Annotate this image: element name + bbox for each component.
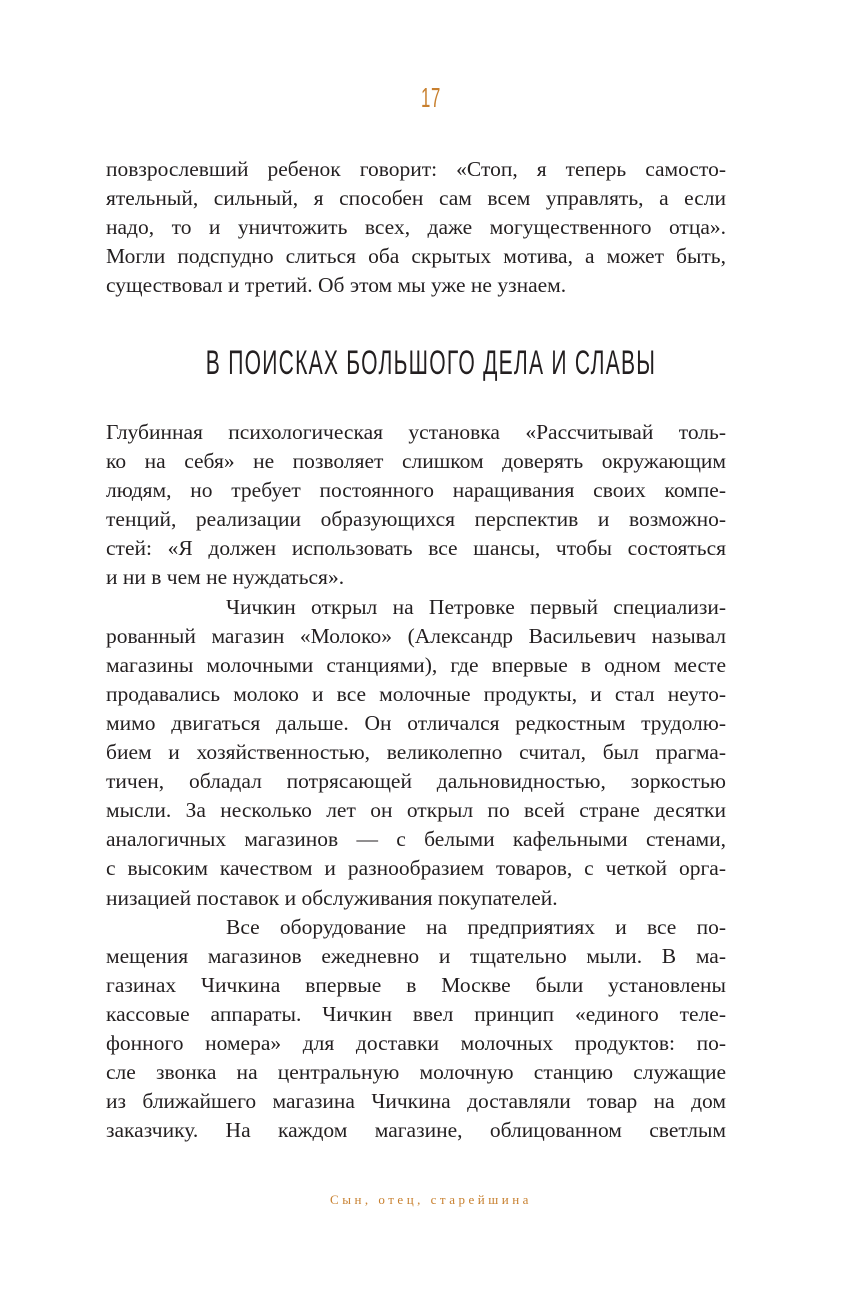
text-line: фонного номера» для доставки молочных продуктов: по- <box>106 1030 726 1055</box>
text-line: существовал и третий. Об этом мы уже не узнаем. <box>106 273 567 298</box>
text-line: мысли. За несколько лет он открыл по всей стране десятки <box>106 798 726 823</box>
text-line: повзрослевший ребенок говорит: «Стоп, я теперь самосто- <box>106 157 726 181</box>
paragraph <box>106 418 726 593</box>
paragraph-continuation <box>106 155 726 300</box>
text-line: стей: «Я должен использовать все шансы, чтобы состояться <box>106 536 726 561</box>
text-line: кассовые аппараты. Чичкин ввел принцип «единого теле- <box>106 1001 726 1026</box>
section-heading: В ПОИСКАХ БОЛЬШОГО ДЕЛА И СЛАВЫ <box>205 344 657 382</box>
running-footer: Сын, отец, старейшина <box>330 1192 532 1207</box>
text-line: бием и хозяйственностью, великолепно считал, был прагма- <box>106 740 726 765</box>
text-line: из ближайшего магазина Чичкина доставляли товар на дом <box>106 1089 726 1114</box>
text-line: людям, но требует постоянного наращивания своих компе- <box>106 478 726 503</box>
paragraph <box>106 913 726 1146</box>
text-line: аналогичных магазинов — с белыми кафельными стенами, <box>106 827 726 852</box>
text-line: ко на себя» не позволяет слишком доверять окружающим <box>106 449 726 474</box>
text-line: и ни в чем не нуждаться». <box>106 565 345 590</box>
text-line: ятельный, сильный, я способен сам всем управлять, а если <box>106 186 726 211</box>
section-body <box>106 418 726 1145</box>
text-line: Могли подспудно слиться оба скрытых мотива, а может быть, <box>106 244 726 269</box>
text-line: мещения магазинов ежедневно и тщательно мыли. В ма- <box>106 943 726 968</box>
paragraph <box>106 593 726 913</box>
text-line: рованный магазин «Молоко» (Александр Васильевич называл <box>106 623 726 648</box>
text-line: продавались молоко и все молочные продукты, и стал неуто- <box>106 681 726 706</box>
text-line: сле звонка на центральную молочную станцию служащие <box>106 1060 726 1085</box>
text-line: низацией поставок и обслуживания покупателей. <box>106 885 558 910</box>
text-line: с высоким качеством и разнообразием товаров, с четкой орга- <box>106 856 726 881</box>
text-line: Чичкин открыл на Петровке первый специализи- <box>226 594 726 619</box>
text-line: тичен, обладал потрясающей дальновидностью, зоркостью <box>106 769 726 794</box>
page-number: 17 <box>421 82 441 113</box>
text-line: магазины молочными станциями), где впервые в одном месте <box>106 652 726 677</box>
text-line: тенций, реализации образующихся перспектив и возможно- <box>106 507 726 532</box>
text-line: Все оборудование на предприятиях и все по- <box>226 914 726 939</box>
text-line: надо, то и уничтожить всех, даже могущественного отца». <box>106 215 726 240</box>
text-line: Глубинная психологическая установка «Рассчитывай толь- <box>106 420 726 444</box>
text-line: заказчику. На каждом магазине, облицованном светлым <box>106 1118 726 1143</box>
text-line: газинах Чичкина впервые в Москве были установлены <box>106 972 726 997</box>
text-line: мимо двигаться дальше. Он отличался редкостным трудолю- <box>106 710 726 735</box>
